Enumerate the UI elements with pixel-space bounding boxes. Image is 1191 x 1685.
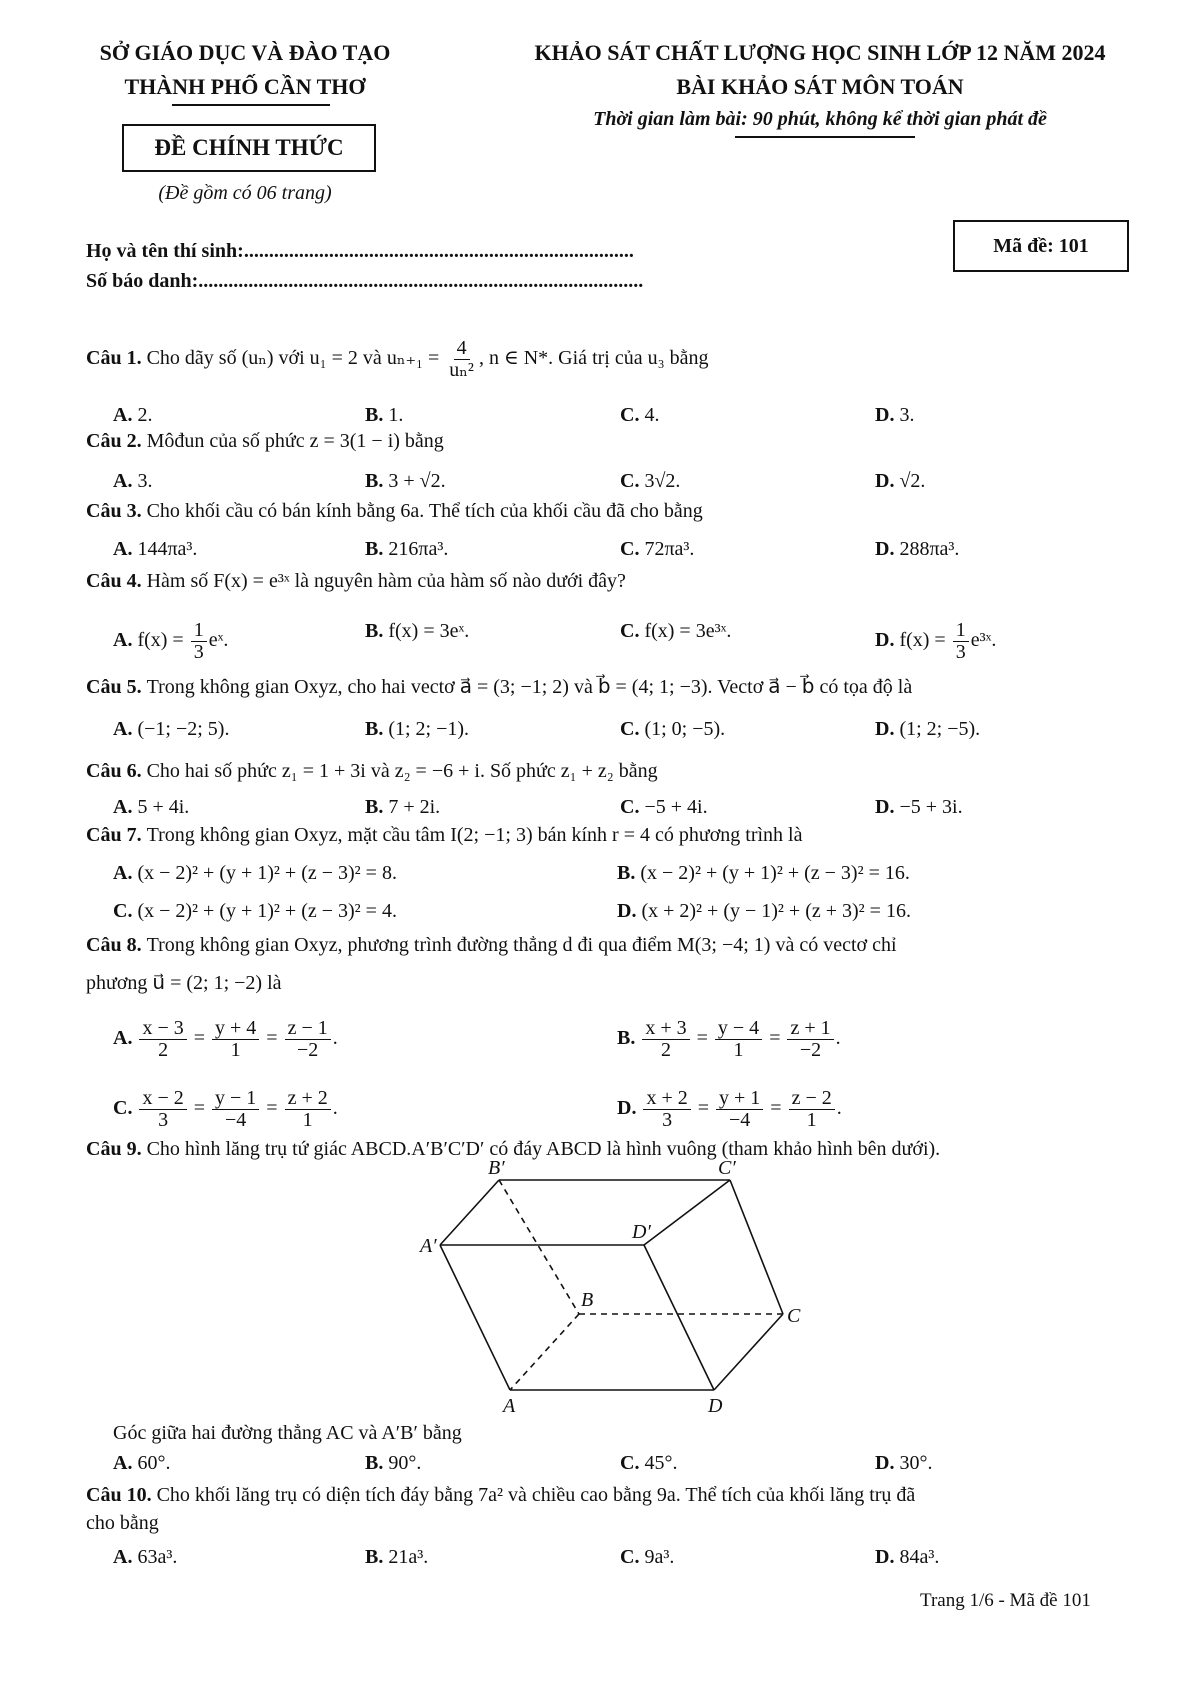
text-segment: √2.	[899, 470, 926, 492]
text-segment: 1.	[388, 404, 404, 426]
question-label: Câu 4.	[86, 570, 147, 592]
label-a: A	[503, 1395, 516, 1417]
question-label: Câu 9.	[86, 1138, 147, 1160]
edge-b1b	[499, 1180, 579, 1314]
option-letter: D.	[617, 1097, 642, 1120]
student-id-label: Số báo danh:	[86, 270, 199, 292]
text-segment: 63a³.	[137, 1546, 178, 1568]
option-letter: B.	[617, 862, 641, 884]
question-label: Câu 10.	[86, 1484, 157, 1506]
text-segment: =	[691, 1027, 713, 1050]
text-segment: 21a³.	[388, 1546, 429, 1568]
numerator: x + 2	[643, 1088, 690, 1110]
numerator: 1	[953, 620, 969, 642]
text-segment: (x − 2)² + (y + 1)² + (z − 3)² = 16.	[640, 862, 910, 884]
question-label: Câu 6.	[86, 760, 147, 782]
option-letter: C.	[620, 718, 645, 740]
text-segment: 4.	[644, 404, 660, 426]
exam-subject: BÀI KHẢO SÁT MÔN TOÁN	[676, 74, 964, 99]
text-segment: 9a³.	[644, 1546, 675, 1568]
option-letter: A.	[113, 1452, 138, 1474]
exam-code-box: Mã đề: 101	[953, 220, 1129, 272]
text-segment: Trong không gian Oxyz, mặt cầu tâm I(2; −1; 3) bán kính r = 4 có phương trình là	[146, 824, 803, 846]
numerator: y + 4	[212, 1018, 259, 1040]
text-segment: =	[764, 1027, 786, 1050]
text-segment: Cho hình lăng trụ tứ giác ABCD.A′B′C′D′ có đáy ABCD là hình vuông (tham khảo hình bên dưới).	[146, 1138, 941, 1160]
text-segment: =	[261, 1027, 283, 1050]
numerator: x − 3	[139, 1018, 186, 1040]
text-segment: Trong không gian Oxyz, cho hai vectơ a⃗ = (3; −1; 2) và b⃗ = (4; 1; −3). Vectơ a⃗ − b⃗ có tọa độ là	[146, 676, 913, 698]
question-label: Câu 8.	[86, 934, 147, 956]
option-letter: B.	[365, 718, 389, 740]
text-segment: Trong không gian Oxyz, phương trình đường thẳng d đi qua điểm M(3; −4; 1) và có vectơ chỉ	[146, 934, 897, 956]
denominator: 1	[302, 1109, 313, 1131]
label-d: D	[708, 1395, 723, 1417]
text-segment: (−1; −2; 5).	[137, 718, 230, 740]
option-letter: C.	[620, 470, 645, 492]
option-letter: A.	[113, 862, 138, 884]
text-segment: 144πa³.	[137, 538, 198, 560]
question-label: Câu 5.	[86, 676, 147, 698]
option-letter: B.	[617, 1027, 641, 1050]
denominator: 3	[193, 641, 204, 663]
denominator: 1	[733, 1039, 744, 1061]
student-name-label: Họ và tên thí sinh:	[86, 240, 244, 262]
text-segment: .	[835, 1027, 841, 1050]
text-segment: 60°.	[137, 1452, 171, 1474]
denominator: 3	[662, 1109, 673, 1131]
text-segment: 72πa³.	[644, 538, 695, 560]
text-segment: f(x) = 3e³ˣ.	[644, 620, 732, 642]
numerator: x + 3	[642, 1018, 689, 1040]
text-segment: Hàm số F(x) = e³ˣ là nguyên hàm của hàm số nào dưới đây?	[146, 570, 626, 592]
label-b: B	[581, 1289, 594, 1311]
edge-d1d	[644, 1245, 714, 1390]
text-segment: −5 + 3i.	[899, 796, 963, 818]
text-segment: eˣ.	[208, 629, 229, 652]
text-segment: Môđun của số phức z = 3(1 − i) bằng	[146, 430, 444, 452]
option-letter: D.	[875, 796, 900, 818]
numerator: 1	[191, 620, 207, 642]
option-letter: A.	[113, 1546, 138, 1568]
text-segment: Cho dãy số (uₙ) với u₁ = 2 và uₙ₊₁ =	[146, 347, 445, 370]
option-letter: A.	[113, 629, 138, 652]
text-segment: e³ˣ.	[970, 629, 997, 652]
option-letter: D.	[875, 404, 900, 426]
text-segment: −5 + 4i.	[644, 796, 708, 818]
text-segment: =	[692, 1097, 715, 1120]
question-label: Câu 1.	[86, 347, 147, 370]
numerator: x − 2	[139, 1088, 186, 1110]
edge-a1b1	[440, 1180, 499, 1245]
student-id-dots: .........................................................................................	[198, 270, 644, 292]
option-letter: C.	[620, 620, 645, 642]
edge-c1d1	[644, 1180, 730, 1245]
denominator: −2	[799, 1039, 822, 1061]
question-label: Câu 2.	[86, 430, 147, 452]
text-segment: 84a³.	[899, 1546, 940, 1568]
option-letter: A.	[113, 718, 138, 740]
exam-title: KHẢO SÁT CHẤT LƯỢNG HỌC SINH LỚP 12 NĂM 2024	[534, 40, 1106, 65]
text-segment: .	[836, 1097, 842, 1120]
text-segment: (x − 2)² + (y + 1)² + (z − 3)² = 8.	[137, 862, 397, 884]
option-letter: D.	[875, 1452, 900, 1474]
denominator: −2	[297, 1039, 319, 1061]
text-segment: 3√2.	[644, 470, 681, 492]
text-segment: f(x) =	[899, 629, 951, 652]
time-note: Thời gian làm bài: 90 phút, không kể thời gian phát đề	[593, 108, 1047, 130]
numerator: z − 2	[789, 1088, 835, 1110]
pages-note: (Đề gồm có 06 trang)	[158, 182, 332, 204]
option-letter: A.	[113, 796, 138, 818]
text-segment: Cho hai số phức z₁ = 1 + 3i và z₂ = −6 + i. Số phức z₁ + z₂ bằng	[146, 760, 658, 782]
text-segment: 5 + 4i.	[137, 796, 190, 818]
text-segment: =	[188, 1097, 211, 1120]
option-letter: C.	[113, 900, 138, 922]
text-segment: =	[188, 1027, 211, 1050]
text-segment: 2.	[137, 404, 153, 426]
text-segment: Cho khối lăng trụ có diện tích đáy bằng 7a² và chiều cao bằng 9a. Thể tích của khối lăng trụ đã	[156, 1484, 916, 1506]
text-segment: .	[332, 1027, 338, 1050]
text-segment: .	[332, 1097, 338, 1120]
question-label: Câu 3.	[86, 500, 147, 522]
text-segment: , n ∈ N*. Giá trị của u₃ bằng	[478, 347, 709, 370]
option-letter: A.	[113, 404, 138, 426]
option-letter: B.	[365, 1452, 389, 1474]
option-letter: D.	[617, 900, 642, 922]
numerator: y − 4	[715, 1018, 762, 1040]
option-letter: D.	[875, 1546, 900, 1568]
department-name: SỞ GIÁO DỤC VÀ ĐÀO TẠO	[99, 40, 391, 65]
text-segment: 288πa³.	[899, 538, 960, 560]
edge-dc	[714, 1314, 783, 1390]
option-letter: C.	[620, 404, 645, 426]
numerator: 4	[454, 338, 470, 360]
denominator: 1	[230, 1039, 241, 1061]
option-letter: C.	[113, 1097, 138, 1120]
city-name: THÀNH PHỐ CẦN THƠ	[124, 74, 366, 99]
student-name-dots: ..............................................................................	[243, 240, 634, 262]
official-label: ĐỀ CHÍNH THỨC	[122, 124, 376, 172]
edge-a1a	[440, 1245, 510, 1390]
text-segment: (1; 2; −5).	[899, 718, 981, 740]
text-segment: =	[261, 1097, 283, 1120]
denominator: 1	[806, 1109, 817, 1131]
text-segment: 90°.	[388, 1452, 422, 1474]
question-label: Câu 7.	[86, 824, 147, 846]
text-segment: 30°.	[899, 1452, 933, 1474]
text-segment: 7 + 2i.	[388, 796, 441, 818]
numerator: z + 1	[787, 1018, 833, 1040]
label-a1: A′	[420, 1235, 437, 1257]
text-segment: (1; 0; −5).	[644, 718, 726, 740]
text-segment: =	[765, 1097, 787, 1120]
option-letter: D.	[875, 629, 900, 652]
text-segment: 45°.	[644, 1452, 678, 1474]
option-letter: C.	[620, 796, 645, 818]
text-segment: Cho khối cầu có bán kính bằng 6a. Thể tích của khối cầu đã cho bằng	[146, 500, 703, 522]
option-letter: A.	[113, 1027, 138, 1050]
text-segment: 3 + √2.	[388, 470, 446, 492]
numerator: z − 1	[285, 1018, 331, 1040]
denominator: 2	[158, 1039, 169, 1061]
label-d1: D′	[632, 1221, 651, 1243]
denominator: −4	[729, 1109, 751, 1131]
denominator: 2	[660, 1039, 671, 1061]
denominator: uₙ²	[449, 359, 474, 381]
option-letter: D.	[875, 538, 900, 560]
option-letter: C.	[620, 538, 645, 560]
label-c: C	[787, 1305, 801, 1327]
denominator: 3	[158, 1109, 169, 1131]
text-segment: f(x) =	[137, 629, 189, 652]
option-letter: C.	[620, 1546, 645, 1568]
option-letter: D.	[875, 718, 900, 740]
denominator: −4	[225, 1109, 247, 1131]
option-letter: A.	[113, 538, 138, 560]
option-letter: A.	[113, 470, 138, 492]
denominator: 3	[955, 641, 966, 663]
edge-ba	[510, 1314, 579, 1390]
text-segment: 216πa³.	[388, 538, 449, 560]
numerator: y + 1	[716, 1088, 763, 1110]
text-segment: 3.	[137, 470, 153, 492]
text-segment: (1; 2; −1).	[388, 718, 470, 740]
question-10-stem-continued: cho bằng	[86, 1512, 159, 1534]
option-letter: B.	[365, 1546, 389, 1568]
option-letter: D.	[875, 470, 900, 492]
option-letter: B.	[365, 404, 389, 426]
edge-c1c	[730, 1180, 783, 1314]
option-letter: B.	[365, 796, 389, 818]
option-letter: C.	[620, 1452, 645, 1474]
text-segment: (x − 2)² + (y + 1)² + (z − 3)² = 4.	[137, 900, 397, 922]
question-9-stem-continued: Góc giữa hai đường thẳng AC và A′B′ bằng	[113, 1422, 462, 1444]
text-segment: f(x) = 3eˣ.	[388, 620, 470, 642]
numerator: y − 1	[212, 1088, 259, 1110]
question-8-stem-continued: phương u⃗ = (2; 1; −2) là	[86, 972, 282, 994]
option-letter: B.	[365, 470, 389, 492]
option-letter: B.	[365, 620, 389, 642]
numerator: z + 2	[285, 1088, 331, 1110]
text-segment: 3.	[899, 404, 915, 426]
page-footer: Trang 1/6 - Mã đề 101	[920, 1590, 1091, 1611]
text-segment: (x + 2)² + (y − 1)² + (z + 3)² = 16.	[641, 900, 911, 922]
option-letter: B.	[365, 538, 389, 560]
label-c1: C′	[718, 1157, 736, 1179]
label-b1: B′	[488, 1157, 505, 1179]
